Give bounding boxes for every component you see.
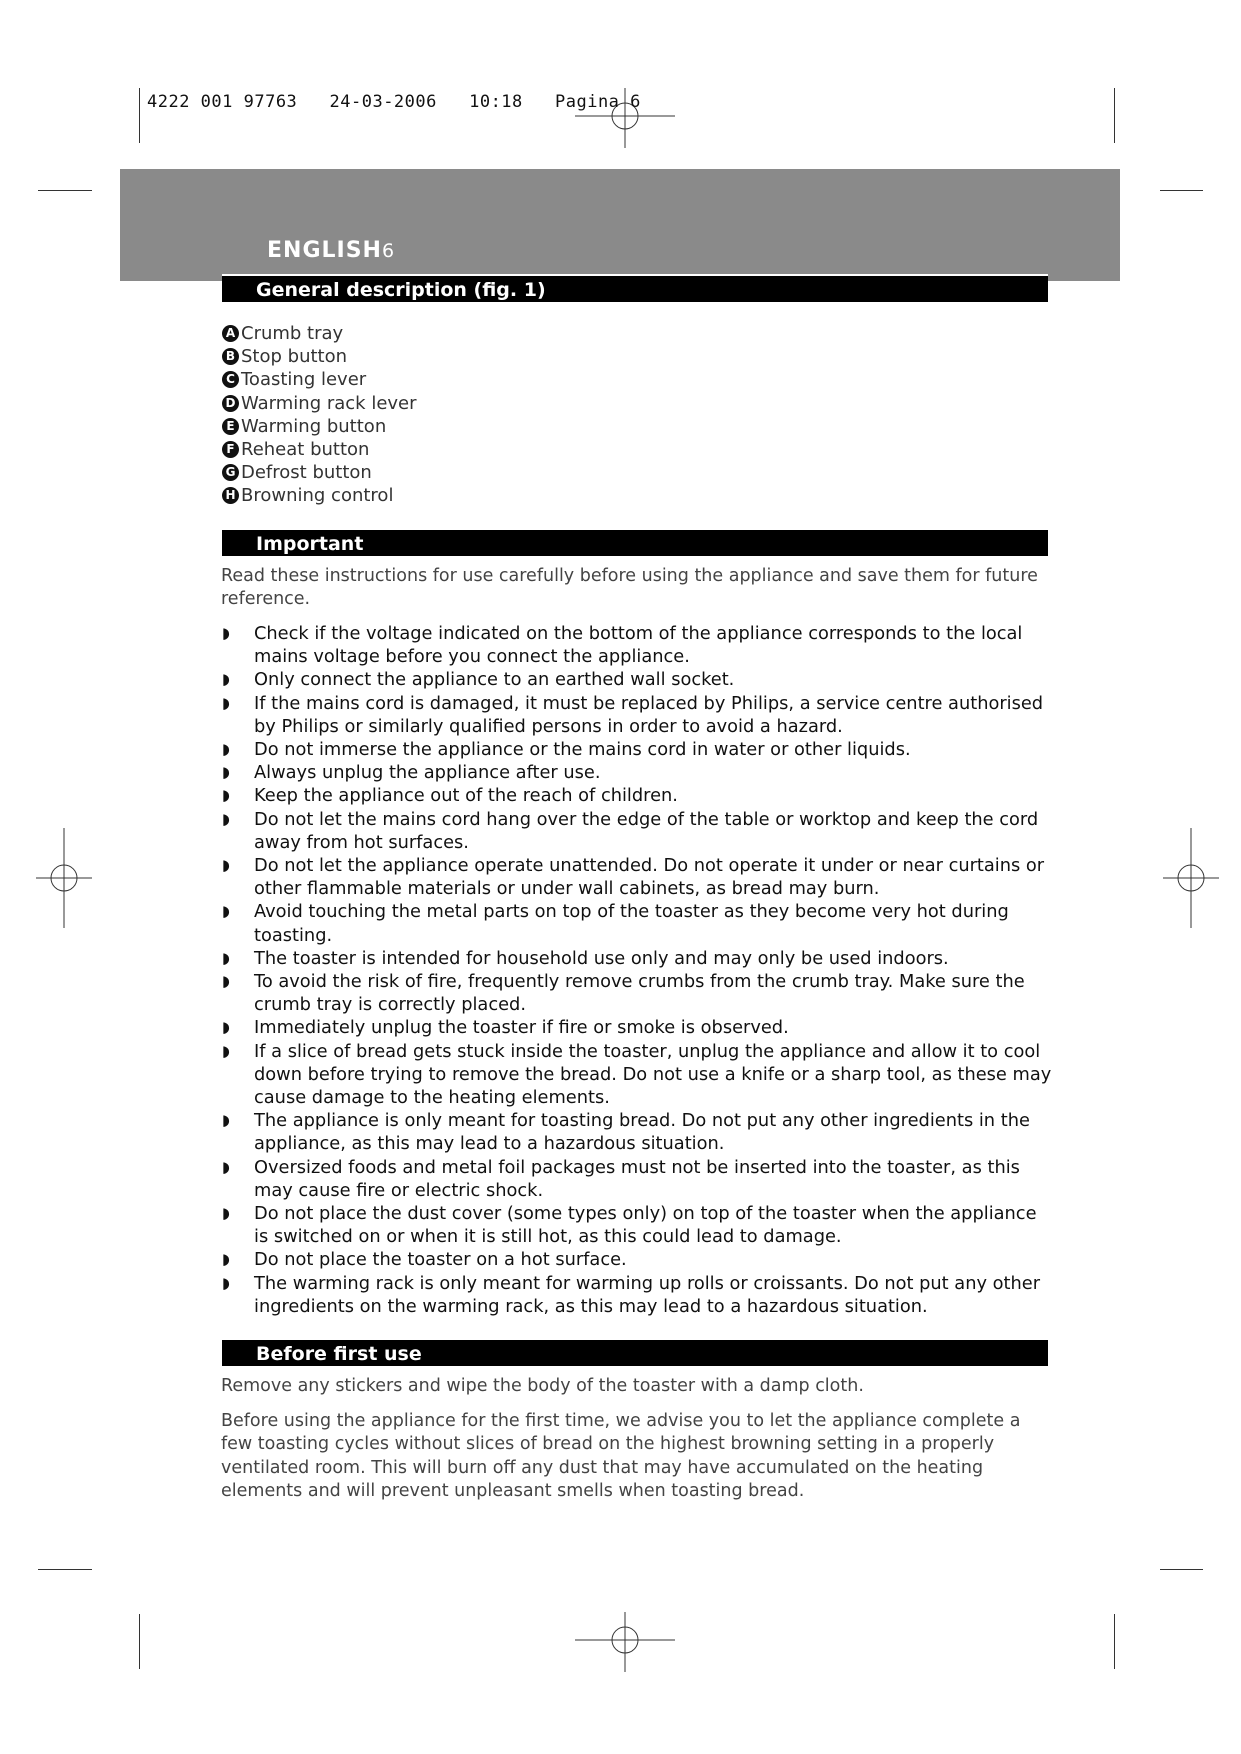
list-item: ◗ Always unplug the appliance after use. bbox=[222, 762, 601, 784]
list-item: D Warming rack lever bbox=[222, 392, 417, 415]
registration-mark-top bbox=[575, 68, 675, 168]
list-item: ◗ Oversized foods and metal foil packages must not be inserted into the toaster, as this may cause fire or electric shock. bbox=[222, 1156, 1020, 1201]
crop-mark bbox=[1114, 88, 1115, 143]
list-item: E Warming button bbox=[222, 415, 417, 438]
before-first-use-paragraph-2: Before using the appliance for the first time, we advise you to let the appliance complete a few toasting cycles without slices of bread on the highest browning setting in a properly ventilated room. This will burn off any dust that may have accumulated on the heating elements and will prevent unpleasant smells when toasting bread. bbox=[221, 1411, 1021, 1501]
crop-mark bbox=[38, 1569, 92, 1570]
list-item: ◗ If the mains cord is damaged, it must be replaced by Philips, a service centre authorised by Philips or similarly qualified persons in order to avoid a hazard. bbox=[222, 692, 1044, 737]
list-item: ◗ The appliance is only meant for toasting bread. Do not put any other ingredients in the appliance, as this may lead to a hazardous situation. bbox=[222, 1110, 1030, 1155]
list-item: ◗ Avoid touching the metal parts on top of the toaster as they become very hot during toasting. bbox=[222, 901, 1009, 946]
header-banner bbox=[120, 169, 1120, 281]
print-slug: 4222 001 97763 24-03-2006 10:18 Pagina 6 bbox=[147, 92, 641, 112]
safety-list bbox=[222, 622, 1054, 1318]
list-item: H Browning control bbox=[222, 484, 417, 507]
list-item: ◗ If a slice of bread gets stuck inside the toaster, unplug the appliance and allow it to cool down before trying to remove the bread. Do not use a knife or a sharp tool, as these may cause damage to the heating elements. bbox=[222, 1040, 1052, 1109]
list-item: C Toasting lever bbox=[222, 368, 417, 391]
registration-mark-bottom bbox=[575, 1590, 675, 1690]
list-item: ◗ The toaster is intended for household use only and may only be used indoors. bbox=[222, 947, 949, 969]
parts-list bbox=[222, 322, 417, 508]
list-item: ◗ Do not let the appliance operate unattended. Do not operate it under or near curtains or other flammable materials or under wall cabinets, as bread may burn. bbox=[222, 855, 1045, 900]
section-heading-general-description: General description (fig. 1) bbox=[222, 274, 1048, 302]
registration-mark-left bbox=[14, 828, 114, 928]
crop-mark bbox=[38, 190, 92, 191]
crop-mark bbox=[1160, 1569, 1203, 1570]
list-item: ◗ Immediately unplug the toaster if fire or smoke is observed. bbox=[222, 1017, 789, 1039]
section-heading-before-first-use: Before first use bbox=[222, 1338, 1048, 1366]
list-item: G Defrost button bbox=[222, 461, 417, 484]
list-item: ◗ Check if the voltage indicated on the bottom of the appliance corresponds to the local mains voltage before you connect the appliance. bbox=[222, 623, 1023, 668]
registration-mark-right bbox=[1141, 828, 1241, 928]
list-item: ◗ To avoid the risk of fire, frequently remove crumbs from the crumb tray. Make sure the crumb tray is correctly placed. bbox=[222, 971, 1025, 1016]
list-item: B Stop button bbox=[222, 345, 417, 368]
list-item: ◗ The warming rack is only meant for warming up rolls or croissants. Do not put any other ingredients on the warming rack, as this may lead to a hazardous situation. bbox=[222, 1272, 1041, 1317]
important-intro: Read these instructions for use carefully before using the appliance and save them for future reference. bbox=[221, 566, 1038, 610]
list-item: ◗ Do not place the dust cover (some types only) on top of the toaster when the appliance is switched on or when it is still hot, as this could lead to damage. bbox=[222, 1203, 1037, 1248]
page-number: 6 bbox=[381, 240, 396, 262]
page-title: ENGLISH6 bbox=[267, 238, 396, 263]
list-item: ◗ Do not let the mains cord hang over the edge of the table or worktop and keep the cord away from hot surfaces. bbox=[222, 808, 1039, 853]
before-first-use-paragraph-1: Remove any stickers and wipe the body of the toaster with a damp cloth. bbox=[221, 1376, 864, 1396]
list-item: A Crumb tray bbox=[222, 322, 417, 345]
list-item: ◗ Do not place the toaster on a hot surface. bbox=[222, 1249, 627, 1271]
list-item: ◗ Keep the appliance out of the reach of children. bbox=[222, 785, 678, 807]
crop-mark bbox=[139, 1614, 140, 1669]
crop-mark bbox=[139, 88, 140, 143]
list-item: F Reheat button bbox=[222, 438, 417, 461]
list-item: ◗ Only connect the appliance to an earthed wall socket. bbox=[222, 669, 735, 691]
section-heading-important: Important bbox=[222, 528, 1048, 556]
crop-mark bbox=[1114, 1614, 1115, 1669]
crop-mark bbox=[1160, 190, 1203, 191]
list-item: ◗ Do not immerse the appliance or the mains cord in water or other liquids. bbox=[222, 739, 911, 761]
